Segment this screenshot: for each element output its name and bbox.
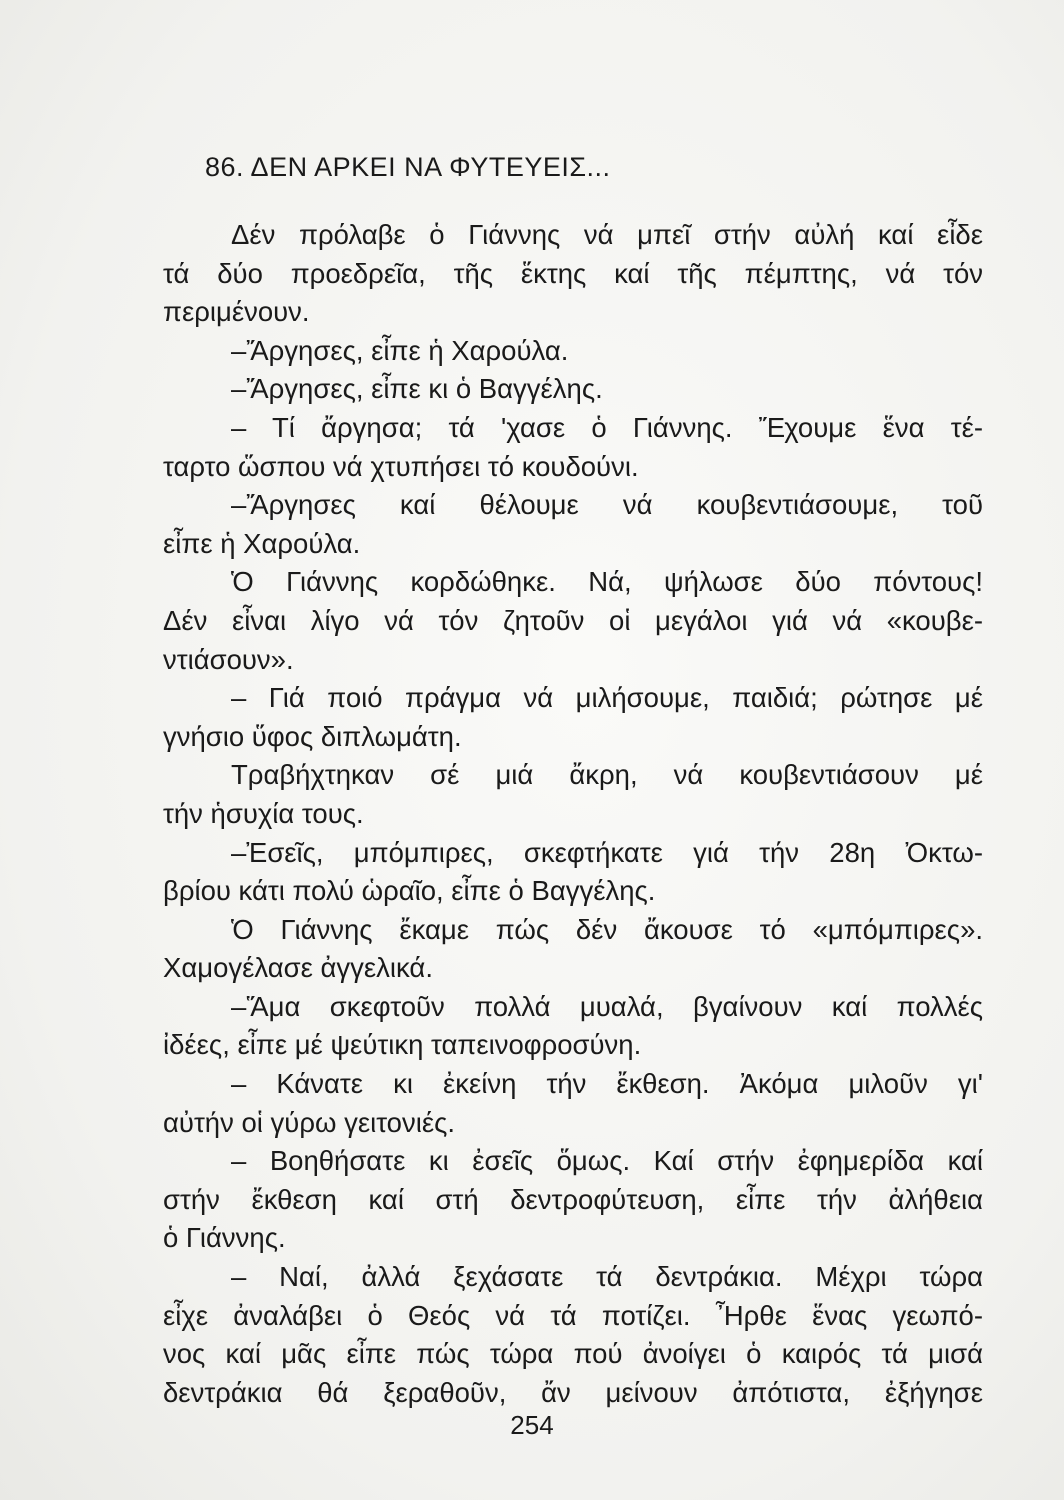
text-line: τά δύο προεδρεῖα, τῆς ἕκτης καί τῆς πέμπτης, νά τόν <box>163 257 983 289</box>
text-line: Χαμογέλασε ἀγγελικά. <box>163 952 433 984</box>
text-line: γνήσιο ὕφος διπλωμάτη. <box>163 720 462 752</box>
text-line: Ὁ Γιάννης κορδώθηκε. Νά, ψήλωσε δύο πόντους! <box>231 566 983 598</box>
text-line: –Ἄργησες, εἶπε ἡ Χαρούλα. <box>231 334 569 366</box>
body-text <box>163 216 983 1412</box>
text-line: εἶχε ἀναλάβει ὁ Θεός νά τά ποτίζει. Ἦρθε ἕνας γεωπό- <box>163 1299 983 1331</box>
text-line: δεντράκια θά ξεραθοῦν, ἄν μείνουν ἀπότιστα, ἐξήγησε <box>163 1376 983 1408</box>
text-line: Δέν πρόλαβε ὁ Γιάννης νά μπεῖ στήν αὐλή καί εἶδε <box>231 219 983 250</box>
text-line: εἶπε ἡ Χαρούλα. <box>163 527 361 559</box>
text-line: Δέν εἶναι λίγο νά τόν ζητοῦν οἱ μεγάλοι γιά νά «κουβε- <box>163 604 983 636</box>
chapter-heading: 86. ΔΕΝ ΑΡΚΕΙ ΝΑ ΦΥΤΕΥΕΙΣ... <box>205 152 611 182</box>
text-line: –Ἄργησες, εἶπε κι ὁ Βαγγέλης. <box>231 373 603 405</box>
text-line: – Γιά ποιό πράγμα νά μιλήσουμε, παιδιά; ρώτησε μέ <box>231 682 983 714</box>
text-line: – Ναί, ἀλλά ξεχάσατε τά δεντράκια. Μέχρι τώρα <box>231 1261 983 1293</box>
text-line: αὐτήν οἱ γύρω γειτονιές. <box>163 1106 455 1138</box>
text-line: στήν ἔκθεση καί στή δεντροφύτευση, εἶπε τήν ἀλήθεια <box>163 1183 983 1215</box>
text-line: τήν ἡσυχία τους. <box>163 797 364 829</box>
text-line: Ὁ Γιάννης ἔκαμε πώς δέν ἄκουσε τό «μπόμπιρες». <box>231 913 983 945</box>
text-line: ντιάσουν». <box>163 643 294 675</box>
text-line: – Τί ἄργησα; τά 'χασε ὁ Γιάννης. Ἔχουμε ἕνα τέ- <box>231 411 983 443</box>
text-line: – Βοηθήσατε κι ἐσεῖς ὅμως. Καί στήν ἐφημερίδα καί <box>231 1145 983 1177</box>
text-line: –Ἄργησες καί θέλουμε νά κουβεντιάσουμε, τοῦ <box>231 489 983 521</box>
page-number: 254 <box>510 1410 554 1440</box>
text-line: Τραβήχτηκαν σέ μιά ἄκρη, νά κουβεντιάσουν μέ <box>231 759 983 791</box>
text-line: –Ἅμα σκεφτοῦν πολλά μυαλά, βγαίνουν καί πολλές <box>231 990 983 1022</box>
text-line: ὁ Γιάννης. <box>163 1222 286 1254</box>
text-line: περιμένουν. <box>163 296 310 328</box>
text-line: νος καί μᾶς εἶπε πώς τώρα πού ἀνοίγει ὁ καιρός τά μισά <box>163 1338 983 1370</box>
text-line: ἰδέες, εἶπε μέ ψεύτικη ταπεινοφροσύνη. <box>163 1029 642 1061</box>
text-line: βρίου κάτι πολύ ὡραῖο, εἶπε ὁ Βαγγέλης. <box>163 875 656 907</box>
text-line: –Ἐσεῖς, μπόμπιρες, σκεφτήκατε γιά τήν 28η Ὀκτω- <box>231 836 983 868</box>
text-line: ταρτο ὥσπου νά χτυπήσει τό κουδούνι. <box>163 450 639 482</box>
text-line: – Κάνατε κι ἐκείνη τήν ἔκθεση. Ἀκόμα μιλοῦν γι' <box>231 1068 983 1100</box>
